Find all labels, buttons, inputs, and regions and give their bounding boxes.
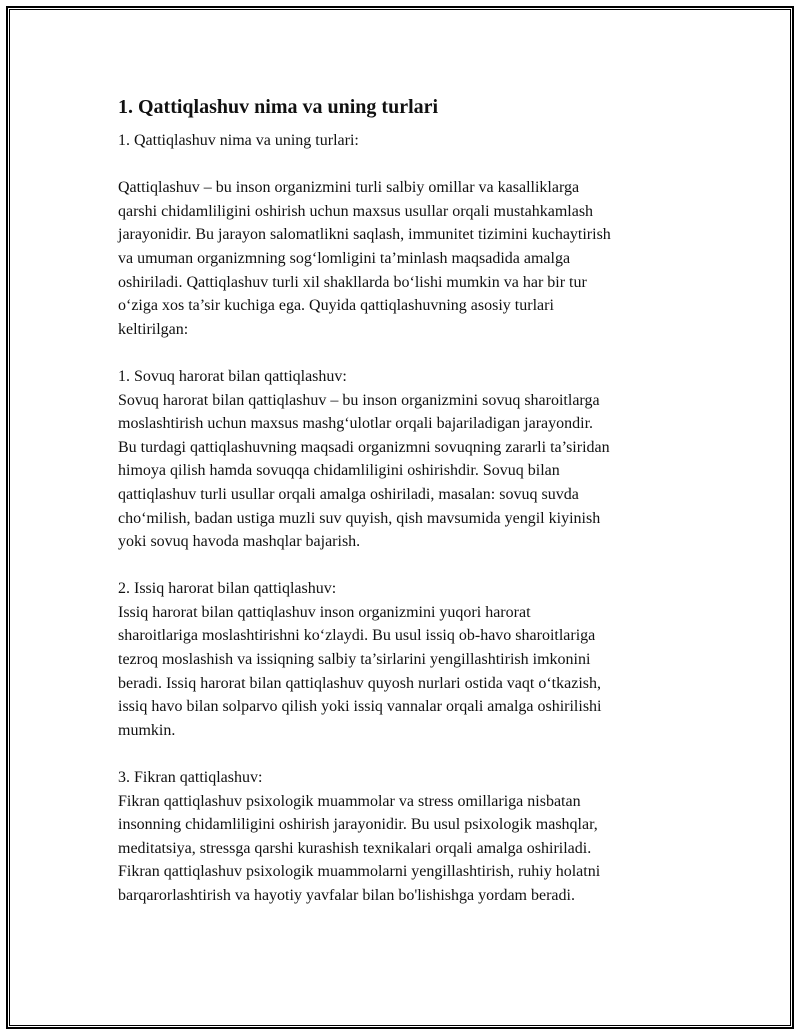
- paragraph-spacer: [118, 341, 698, 365]
- section-title-mental: 3. Fikran qattiqlashuv:: [118, 769, 263, 787]
- section-title-cold: 1. Sovuq harorat bilan qattiqlashuv:: [118, 367, 347, 385]
- document-heading: 1. Qattiqlashuv nima va uning turlari: [118, 96, 439, 118]
- section-body-cold: Sovuq harorat bilan qattiqlashuv – bu inson organizmini sovuq sharoitlarga moslashtirish uchun maxsus mashg‘ulotlar orqali bajariladigan jarayondir. Bu turdagi qattiqlashuvning maqsadi organizmni sovuqning zararli ta’siridan himoya qilish hamda sovuqqa chidamliligini oshirishdir. Sovuq bilan qattiqlashuv turli usullar orqali amalga oshiriladi, masalan: sovuq suvda cho‘milish, badan ustiga muzli suv quyish, qish mavsumida yengil kiyinish yoki sovuq havoda mashqlar bajarish.: [118, 391, 610, 551]
- subheading: 1. Qattiqlashuv nima va uning turlari:: [118, 132, 359, 149]
- paragraph-spacer: [118, 742, 698, 766]
- intro-paragraph: Qattiqlashuv – bu inson organizmini turli salbiy omillar va kasalliklarga qarshi chidamliligini oshirish uchun maxsus usullar orqali mustahkamlash jarayonidir. Bu jarayon salomatlikni saqlash, immunitet tizimini kuchaytirish va umuman organizmning sog‘lomligini ta’minlash maqsadida amalga oshiriladi. Qattiqlashuv turli xil shakllarda bo‘lishi mumkin va har bir tur o‘ziga xos ta’sir kuchiga ega. Quyida qattiqlashuvning asosiy turlari keltirilgan:: [118, 179, 611, 338]
- section-title-heat: 2. Issiq harorat bilan qattiqlashuv:: [118, 580, 337, 598]
- document-body: [118, 93, 698, 908]
- paragraph-spacer: [118, 153, 698, 177]
- section-body-mental: Fikran qattiqlashuv psixologik muammolar va stress omillariga nisbatan insonning chidamliligini oshirish jarayonidir. Bu usul psixologik mashqlar, meditatsiya, stressga qarshi kurashish texnikalari orqali amalga oshiriladi. Fikran qattiqlashuv psixologik muammolarni yengillashtirish, ruhiy holatni barqarorlashtirish va hayotiy yavfalar bilan bo'lishishga yordam beradi.: [118, 792, 601, 904]
- section-body-heat: Issiq harorat bilan qattiqlashuv inson organizmini yuqori harorat sharoitlariga moslashtirishni ko‘zlaydi. Bu usul issiq ob-havo sharoitlariga tezroq moslashish va issiqning salbiy ta’sirlarini yengillashtirish imkonini beradi. Issiq harorat bilan qattiqlashuv quyosh nurlari ostida vaqt o‘tkazish, issiq havo bilan solparvo qilish yoki issiq vannalar orqali amalga oshirilishi mumkin.: [118, 603, 602, 739]
- paragraph-spacer: [118, 554, 698, 578]
